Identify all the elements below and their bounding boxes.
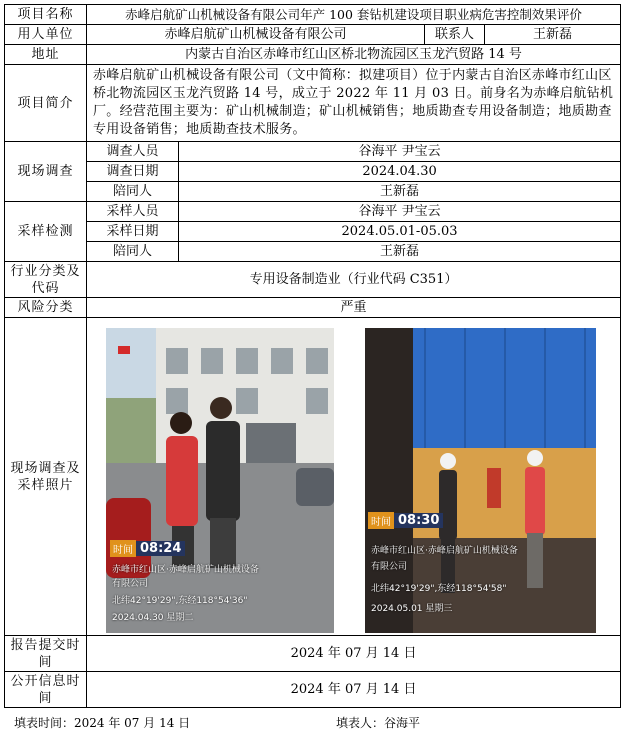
sampling-label: 采样检测 xyxy=(5,202,87,262)
public-date: 2024 年 07 月 14 日 xyxy=(87,672,621,708)
sampling-photo-caption-line4: 2024.05.01 星期三 xyxy=(371,604,453,614)
sampling-photo-caption-line2: 有限公司 xyxy=(371,562,408,572)
survey-photo-time: 08:24 xyxy=(136,541,185,556)
fill-time: 填表时间：2024 年 07 月 14 日 xyxy=(14,716,191,730)
photos-label: 现场调查及采样照片 xyxy=(5,318,87,636)
sampling-staff-value: 谷海平 尹宝云 xyxy=(179,202,621,222)
survey-photo-time-key: 时间 xyxy=(110,540,136,557)
contact-label: 联系人 xyxy=(425,25,485,45)
industry-value: 专用设备制造业（行业代码 C351） xyxy=(87,262,621,298)
sampling-photo-time-tag xyxy=(368,512,443,529)
survey-label: 现场调查 xyxy=(5,142,87,202)
sampling-photo-caption-line1: 赤峰市红山区·赤峰启航矿山机械设备 xyxy=(371,546,518,556)
sampling-photo-caption-line3: 北纬42°19'29",东经118°54'58" xyxy=(371,584,507,594)
sampling-date-value: 2024.05.01-05.03 xyxy=(179,222,621,242)
address-value: 内蒙古自治区赤峰市红山区桥北物流园区玉龙汽贸路 14 号 xyxy=(87,45,621,65)
survey-photo-time-tag xyxy=(110,540,185,557)
survey-escort-label: 陪同人 xyxy=(87,182,179,202)
report-date: 2024 年 07 月 14 日 xyxy=(87,636,621,672)
sampling-escort-label: 陪同人 xyxy=(87,242,179,262)
industry-label: 行业分类及代码 xyxy=(5,262,87,298)
survey-date-label: 调查日期 xyxy=(87,162,179,182)
filler: 填表人：谷海平 xyxy=(336,716,421,730)
risk-label: 风险分类 xyxy=(5,298,87,318)
sampling-date-label: 采样日期 xyxy=(87,222,179,242)
contact-value: 王新磊 xyxy=(485,25,621,45)
intro-label: 项目简介 xyxy=(5,65,87,142)
sampling-photo-time: 08:30 xyxy=(394,513,443,528)
sampling-photo-time-key: 时间 xyxy=(368,512,394,529)
project-name-value: 赤峰启航矿山机械设备有限公司年产 100 套钻机建设项目职业病危害控制效果评价 xyxy=(87,5,621,25)
project-name-label: 项目名称 xyxy=(5,5,87,25)
survey-photo xyxy=(106,328,334,633)
risk-value: 严重 xyxy=(87,298,621,318)
survey-photo-caption-line4: 2024.04.30 星期二 xyxy=(112,613,194,623)
sampling-escort-value: 王新磊 xyxy=(179,242,621,262)
sampling-photo xyxy=(365,328,596,633)
report-label: 报告提交时间 xyxy=(5,636,87,672)
sampling-staff-label: 采样人员 xyxy=(87,202,179,222)
intro-value: 赤峰启航矿山机械设备有限公司（文中简称：拟建项目）位于内蒙古自治区赤峰市红山区桥北物流园区玉龙汽贸路 14 号，成立于 2022 年 11 月 03 日。前身名为赤峰启航钻机厂。经营范围主要为：矿山机械制造；矿山机械销售；地质勘查专用设备制造；地质勘查专用设备销售；地质勘查技术服务。 xyxy=(87,65,621,142)
survey-photo-caption-line3: 北纬42°19'29",东经118°54'36" xyxy=(112,596,248,606)
public-label: 公开信息时间 xyxy=(5,672,87,708)
survey-staff-value: 谷海平 尹宝云 xyxy=(179,142,621,162)
survey-photo-caption-line2: 有限公司 xyxy=(112,579,149,589)
survey-staff-label: 调查人员 xyxy=(87,142,179,162)
survey-escort-value: 王新磊 xyxy=(179,182,621,202)
survey-photo-caption-line1: 赤峰市红山区·赤峰启航矿山机械设备 xyxy=(112,565,259,575)
employer-value: 赤峰启航矿山机械设备有限公司 xyxy=(87,25,425,45)
address-label: 地址 xyxy=(5,45,87,65)
employer-label: 用人单位 xyxy=(5,25,87,45)
survey-date-value: 2024.04.30 xyxy=(179,162,621,182)
